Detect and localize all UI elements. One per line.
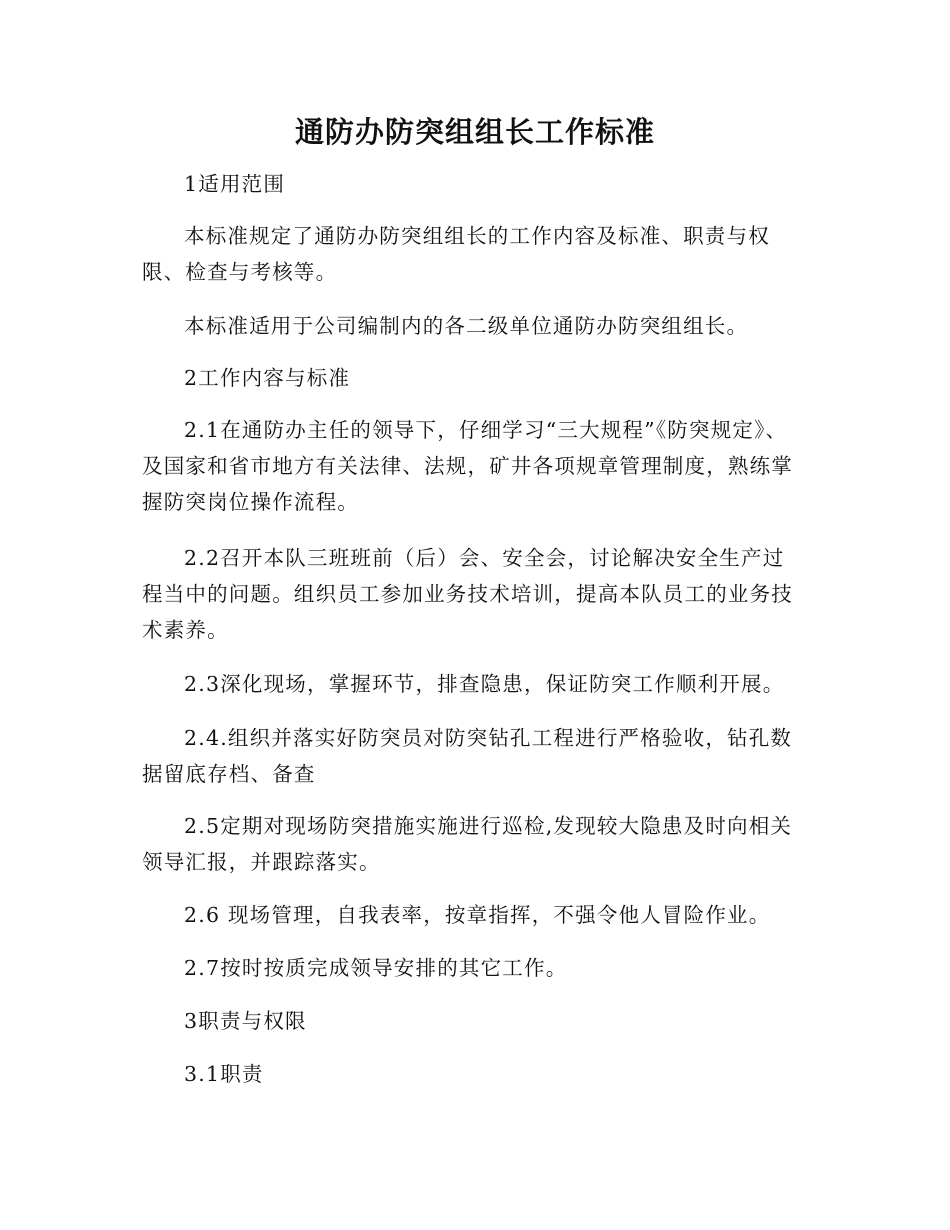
heading-duties-authority: 3职责与权限 [184, 1009, 307, 1033]
paragraph-2-3: 2.3深化现场，掌握环节，排查隐患，保证防突工作顺利开展。 [184, 672, 785, 696]
paragraph-2-5: 2.5定期对现场防突措施实施进行巡检,发现较大隐患及时向相关领导汇报，并跟踪落实。 [142, 814, 793, 874]
paragraph-2-1: 2.1在通防办主任的领导下，仔细学习“三大规程”《防突规定》、及国家和省市地方有关法律、法规，矿井各项规章管理制度，熟练掌握防突岗位操作流程。 [142, 418, 793, 514]
paragraph-2-4: 2.4.组织并落实好防突员对防突钻孔工程进行严格验收，钻孔数据留底存档、备查 [142, 726, 793, 786]
paragraph-2-2: 2.2召开本队三班班前（后）会、安全会，讨论解决安全生产过程当中的问题。组织员工参加业务技术培训，提高本队员工的业务技术素养。 [142, 546, 793, 642]
document-title: 通防办防突组组长工作标准 [294, 115, 655, 149]
heading-scope: 1适用范围 [184, 172, 286, 196]
heading-work-content: 2工作内容与标准 [184, 366, 351, 390]
paragraph-2-7: 2.7按时按质完成领导安排的其它工作。 [184, 956, 568, 980]
paragraph-scope-applicability: 本标准适用于公司编制内的各二级单位通防办防突组组长。 [184, 314, 749, 338]
heading-duties: 3.1职责 [184, 1062, 264, 1086]
paragraph-scope-content: 本标准规定了通防办防突组组长的工作内容及标准、职责与权限、检查与考核等。 [142, 224, 770, 284]
paragraph-2-6: 2.6 现场管理，自我表率，按章指挥，不强令他人冒险作业。 [184, 903, 771, 927]
